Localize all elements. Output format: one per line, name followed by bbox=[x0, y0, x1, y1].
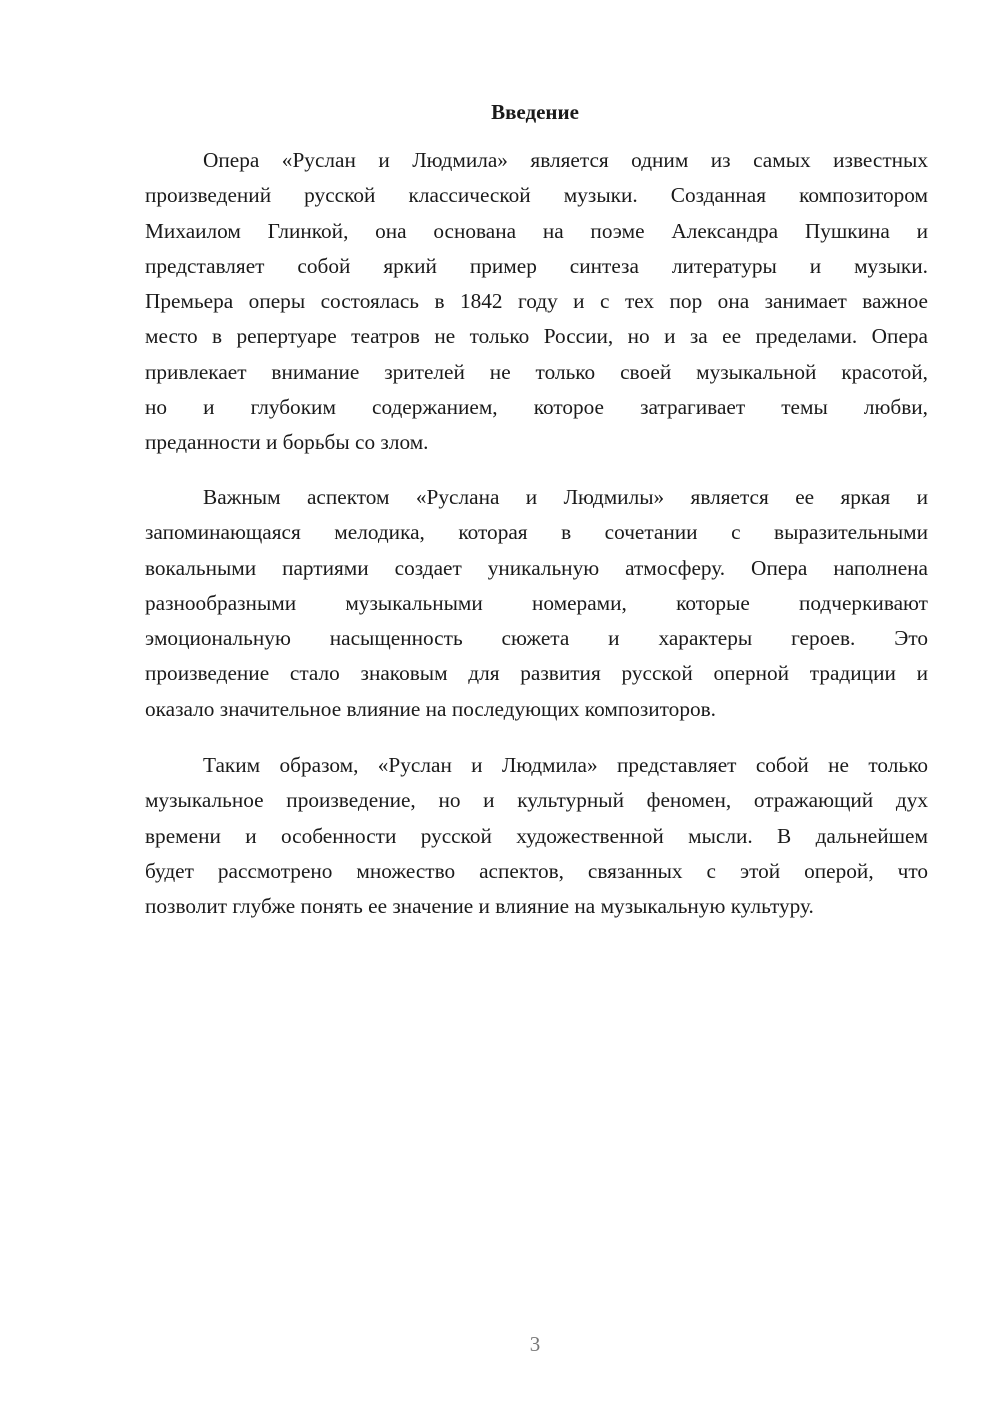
text-line: место в репертуаре театров не только России, но и за ее пределами. Опера bbox=[145, 324, 928, 349]
paragraph-1 bbox=[145, 143, 928, 461]
text-line: Таким образом, «Руслан и Людмила» представляет собой не только bbox=[203, 753, 928, 777]
text-line: Опера «Руслан и Людмила» является одним из самых известных bbox=[203, 148, 928, 172]
text-line: привлекает внимание зрителей не только своей музыкальной красотой, bbox=[145, 359, 928, 384]
text-line: времени и особенности русской художественной мысли. В дальнейшем bbox=[145, 823, 928, 848]
page-number: 3 bbox=[529, 1332, 541, 1356]
text-line: преданности и борьбы со злом. bbox=[145, 430, 429, 455]
text-line: Михаилом Глинкой, она основана на поэме Александра Пушкина и bbox=[145, 218, 928, 243]
text-line: но и глубоким содержанием, которое затрагивает темы любви, bbox=[145, 395, 928, 420]
text-line: произведение стало знаковым для развития русской оперной традиции и bbox=[145, 661, 928, 686]
paragraph-3 bbox=[145, 748, 928, 924]
text-line: позволит глубже понять ее значение и влияние на музыкальную культуру. bbox=[145, 894, 814, 919]
text-line: Премьера оперы состоялась в 1842 году и с тех пор она занимает важное bbox=[145, 289, 928, 314]
text-line: оказало значительное влияние на последующих композиторов. bbox=[145, 696, 717, 721]
section-title: Введение bbox=[491, 100, 579, 124]
text-line: музыкальное произведение, но и культурный феномен, отражающий дух bbox=[145, 788, 928, 813]
text-line: разнообразными музыкальными номерами, которые подчеркивают bbox=[145, 590, 928, 615]
text-line: запоминающаяся мелодика, которая в сочетании с выразительными bbox=[145, 520, 928, 545]
text-line: произведений русской классической музыки. Созданная композитором bbox=[145, 183, 928, 208]
text-line: эмоциональную насыщенность сюжета и характеры героев. Это bbox=[145, 626, 928, 651]
paragraph-2 bbox=[145, 480, 928, 727]
text-line: Важным аспектом «Руслана и Людмилы» является ее яркая и bbox=[203, 485, 928, 509]
text-line: представляет собой яркий пример синтеза литературы и музыки. bbox=[145, 253, 928, 278]
text-line: вокальными партиями создает уникальную атмосферу. Опера наполнена bbox=[145, 555, 928, 580]
text-line: будет рассмотрено множество аспектов, связанных с этой оперой, что bbox=[145, 858, 928, 883]
